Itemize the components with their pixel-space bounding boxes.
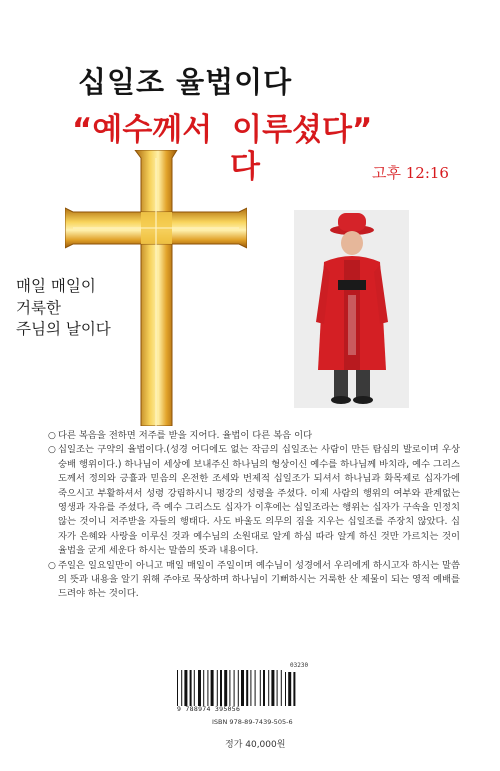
cover-subtitle-part2: 이루셨다” (232, 112, 373, 148)
side-caption-line: 주님의 날이다 (16, 320, 111, 338)
side-caption (16, 276, 111, 341)
cover-subtitle (72, 104, 372, 149)
author-photo (294, 210, 409, 408)
isbn-number: ISBN 978-89-7439-505-6 (212, 718, 293, 726)
barcode-add-on-code: 03230 (290, 662, 309, 669)
cover-subtitle-wrap: 다 (230, 149, 260, 185)
body-paragraph: ○ 다른 복음을 전하면 저주를 받을 지어다. 율법이 다른 복음 이다 (48, 429, 460, 443)
bullet-icon: ○ (48, 445, 56, 456)
bullet-icon: ○ (48, 560, 56, 571)
barcode-digits: 9 788974 395056 (177, 705, 241, 713)
body-paragraph: ○ 주일은 일요일만이 아니고 매일 매일이 주일이며 예수님이 성경에서 우리에게 하시고자 하시는 말씀의 뜻과 내용을 알기 위해 주야로 묵상하며 하나님이 기뻐하시는 거룩한 산 제물이 되는 영적 예배를 드려야 하는 것이다. (48, 559, 460, 600)
cover-subtitle-part1: “예수께서 (72, 112, 213, 148)
bullet-icon: ○ (48, 431, 56, 441)
cover-title: 십일조 율법이다 (78, 65, 293, 99)
side-caption-line: 거룩한 (16, 298, 61, 317)
back-cover-text (48, 429, 460, 602)
body-paragraph: ○ 십일조는 구약의 율법이다.(성경 어디에도 없는 작금의 십일조는 사람이 만든 탐심의 발로이며 우상 숭배 행위이다.) 하나님이 세상에 보내주신 하나님의 형상이신 예수를 하나님께 바치라, 예수 그리스도께서 정의와 긍휼과 믿음의 온전한 조세와 번제적 십일조가 되셔서 하나님과 화목제로 십자가에 죽으시고 부활하셔서 성령 강림하시니 평강의 성령을 주셨다. 이제 사람의 행위의 여부와 관계없는 영생과 자유를 주셨다, 즉 예수 그리스도 십자가 이후에는 십일조라는 행위는 십자가 구속을 인정치 않는 것이니 저주받을 자들의 행태다. 사도 바울도 의무의 짐을 지우는 십일조를 주장치 않았다. 십자가 은혜와 사랑을 이루신 것과 예수님의 소원대로 알게 하심 따라 알게 하신 것만 가르치는 것이 율법을 굳게 세운다 하시는 말씀의 뜻과 내용이다. (48, 444, 460, 557)
verse-reference: 고후 12:16 (372, 164, 449, 182)
book-price: 정가 40,000원 (225, 740, 286, 750)
side-caption-line: 매일 매일이 (16, 277, 96, 295)
